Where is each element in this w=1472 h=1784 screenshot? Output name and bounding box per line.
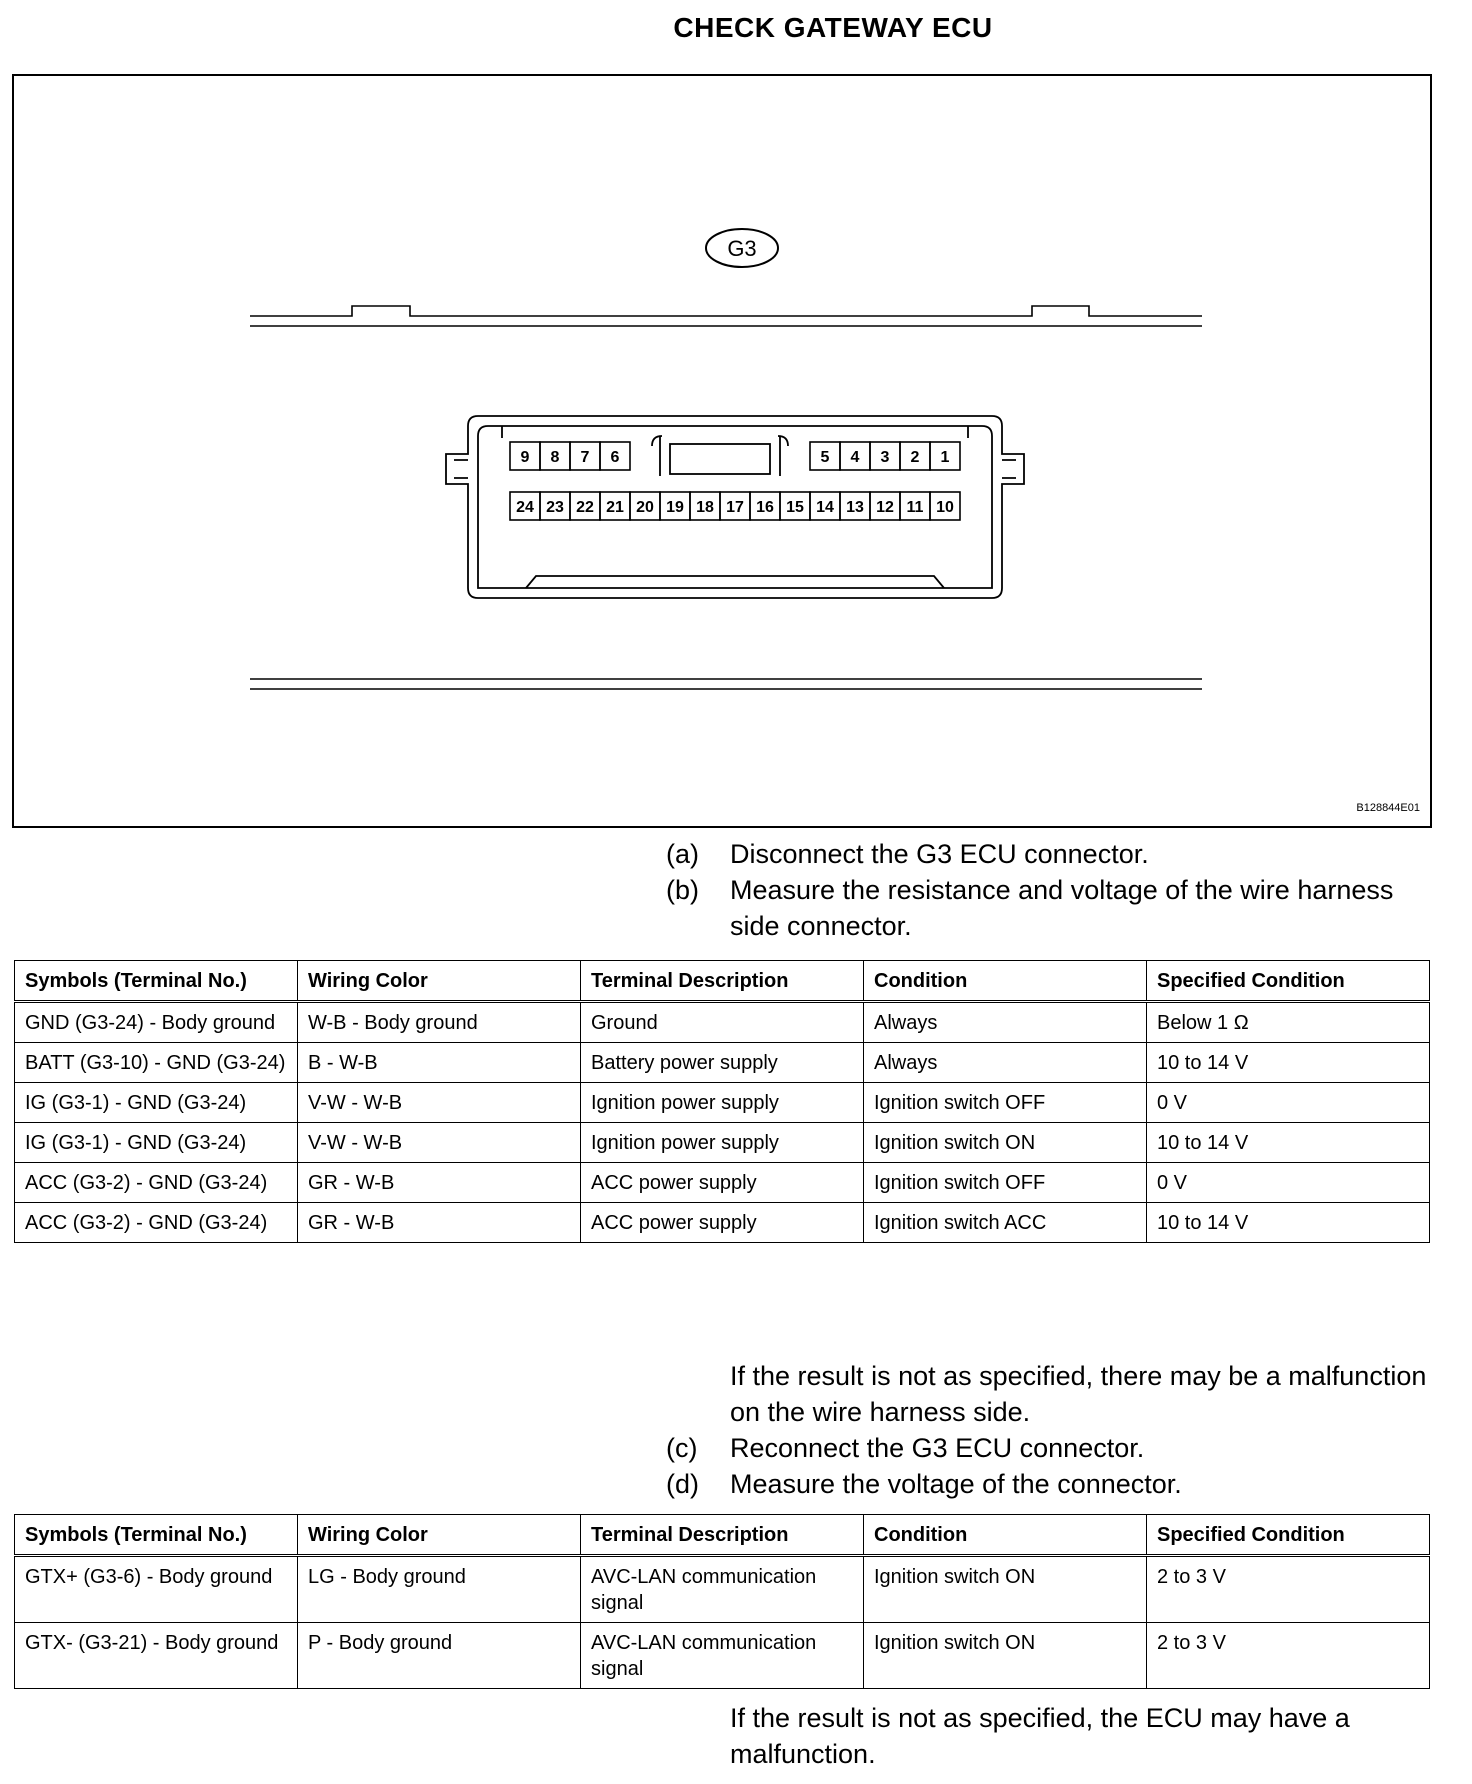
table-cell: V-W - W-B [298, 1123, 581, 1163]
top-pin-row [510, 442, 960, 470]
table-header-row [15, 961, 1430, 1002]
column-header: Terminal Description [581, 961, 864, 1002]
step-c [666, 1430, 1430, 1466]
pin-number: 15 [786, 499, 804, 516]
figure-code: B128844E01 [1356, 802, 1420, 814]
table-cell: ACC (G3-2) - GND (G3-24) [15, 1203, 298, 1243]
column-header: Terminal Description [581, 1515, 864, 1556]
table-cell: V-W - W-B [298, 1083, 581, 1123]
table-row [15, 1002, 1430, 1043]
table-cell: Ignition switch ON [864, 1123, 1147, 1163]
table-cell: Battery power supply [581, 1043, 864, 1083]
table-cell: 10 to 14 V [1147, 1043, 1430, 1083]
column-header: Symbols (Terminal No.) [15, 1515, 298, 1556]
table-cell: BATT (G3-10) - GND (G3-24) [15, 1043, 298, 1083]
table-cell: Ignition power supply [581, 1083, 864, 1123]
table-cell: Ignition switch ACC [864, 1203, 1147, 1243]
table-cell: Ignition power supply [581, 1123, 864, 1163]
table-row [15, 1123, 1430, 1163]
pin-number: 8 [550, 449, 560, 466]
pin-number: 24 [516, 499, 534, 516]
resistance-voltage-table [14, 960, 1430, 1243]
pin-number: 4 [850, 449, 860, 466]
steps-c-d [666, 1430, 1430, 1502]
steps-a-b [666, 836, 1430, 944]
pin-number: 21 [606, 499, 624, 516]
step-label: (d) [666, 1469, 699, 1499]
table-cell: W-B - Body ground [298, 1002, 581, 1043]
table-cell: GR - W-B [298, 1203, 581, 1243]
note-harness: If the result is not as specified, there may be a malfunction on the wire harness side. [730, 1361, 1427, 1427]
note-ecu: If the result is not as specified, the ECU may have a malfunction. [730, 1703, 1350, 1769]
connector-voltage-table [14, 1514, 1430, 1689]
pin-number: 18 [696, 499, 714, 516]
column-header: Wiring Color [298, 961, 581, 1002]
table-cell: GTX+ (G3-6) - Body ground [15, 1556, 298, 1623]
step-label: (b) [666, 875, 699, 905]
table-row [15, 1556, 1430, 1623]
step-text: Reconnect the G3 ECU connector. [730, 1433, 1145, 1463]
table-cell: Ignition switch OFF [864, 1083, 1147, 1123]
table-cell: Ignition switch OFF [864, 1163, 1147, 1203]
pin-number: 14 [816, 499, 834, 516]
table-row [15, 1043, 1430, 1083]
pin-number: 6 [610, 449, 620, 466]
step-label: (a) [666, 839, 699, 869]
table-row [15, 1203, 1430, 1243]
table-cell: 2 to 3 V [1147, 1623, 1430, 1689]
step-d [666, 1466, 1430, 1502]
pin-number: 19 [666, 499, 684, 516]
table-cell: Below 1 Ω [1147, 1002, 1430, 1043]
table-row [15, 1623, 1430, 1689]
pin-number: 10 [936, 499, 954, 516]
table-cell: Always [864, 1002, 1147, 1043]
table-cell: GTX- (G3-21) - Body ground [15, 1623, 298, 1689]
step-text: Disconnect the G3 ECU connector. [730, 839, 1149, 869]
pin-number: 3 [880, 449, 890, 466]
pin-number: 17 [726, 499, 744, 516]
step-text: Measure the voltage of the connector. [730, 1469, 1182, 1499]
bottom-pin-row [510, 492, 960, 520]
connector-label: G3 [727, 236, 757, 261]
column-header: Condition [864, 961, 1147, 1002]
step-a [666, 836, 1430, 872]
table-cell: ACC (G3-2) - GND (G3-24) [15, 1163, 298, 1203]
connector-figure [12, 74, 1432, 828]
table-cell: 10 to 14 V [1147, 1203, 1430, 1243]
step-label: (c) [666, 1433, 698, 1463]
pin-number: 2 [910, 449, 920, 466]
page-title: CHECK GATEWAY ECU [673, 12, 993, 43]
table-cell: P - Body ground [298, 1623, 581, 1689]
column-header: Condition [864, 1515, 1147, 1556]
pin-number: 9 [520, 449, 530, 466]
table-cell: GR - W-B [298, 1163, 581, 1203]
pin-number: 22 [576, 499, 594, 516]
table-cell: 0 V [1147, 1083, 1430, 1123]
pin-number: 7 [580, 449, 590, 466]
table-cell: ACC power supply [581, 1163, 864, 1203]
step-text: Measure the resistance and voltage of the wire harness side connector. [730, 875, 1394, 941]
column-header: Specified Condition [1147, 1515, 1430, 1556]
connector-diagram [14, 76, 1430, 826]
harness-top-line [250, 306, 1202, 316]
table-cell: GND (G3-24) - Body ground [15, 1002, 298, 1043]
pin-number: 11 [906, 499, 924, 516]
pin-number: 13 [846, 499, 864, 516]
table-cell: Always [864, 1043, 1147, 1083]
table-cell: Ground [581, 1002, 864, 1043]
table-row [15, 1163, 1430, 1203]
pin-number: 5 [820, 449, 830, 466]
table-cell: Ignition switch ON [864, 1623, 1147, 1689]
column-header: Specified Condition [1147, 961, 1430, 1002]
table-cell: 10 to 14 V [1147, 1123, 1430, 1163]
table-cell: Ignition switch ON [864, 1556, 1147, 1623]
table-cell: B - W-B [298, 1043, 581, 1083]
pin-number: 16 [756, 499, 774, 516]
table-cell: AVC-LAN communication signal [581, 1623, 864, 1689]
table-cell: IG (G3-1) - GND (G3-24) [15, 1083, 298, 1123]
pin-number: 1 [940, 449, 950, 466]
table-cell: LG - Body ground [298, 1556, 581, 1623]
table-cell: IG (G3-1) - GND (G3-24) [15, 1123, 298, 1163]
table-cell: 0 V [1147, 1163, 1430, 1203]
table-cell: 2 to 3 V [1147, 1556, 1430, 1623]
pin-number: 23 [546, 499, 564, 516]
table-cell: AVC-LAN communication signal [581, 1556, 864, 1623]
column-header: Wiring Color [298, 1515, 581, 1556]
table-cell: ACC power supply [581, 1203, 864, 1243]
column-header: Symbols (Terminal No.) [15, 961, 298, 1002]
table-header-row [15, 1515, 1430, 1556]
pin-number: 20 [636, 499, 654, 516]
table-row [15, 1083, 1430, 1123]
step-b [666, 872, 1430, 944]
pin-number: 12 [876, 499, 894, 516]
